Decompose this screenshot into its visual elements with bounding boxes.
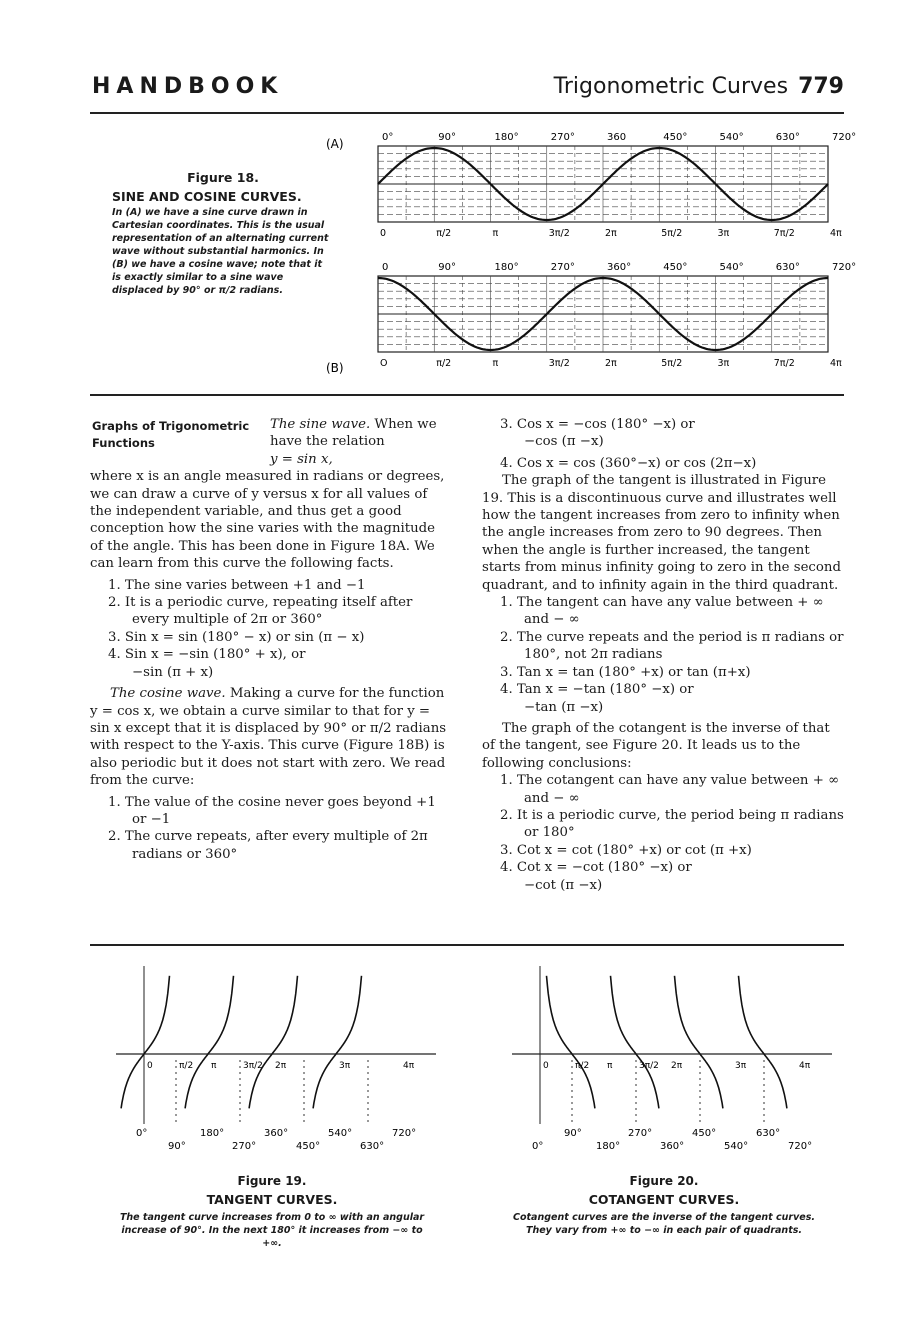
cotangent-paragraph: The graph of the cotangent is the inverse of that of the tangent, see Figure 20. It leads us to the following conclusions:	[482, 720, 830, 771]
sine-degree-label: 360	[607, 132, 627, 143]
figure18-rule	[90, 394, 844, 396]
figure20-caption	[504, 1174, 824, 1237]
cosine-radian-label: 2π	[605, 358, 617, 369]
cosine-degree-label: 180°	[494, 262, 519, 273]
sine-radian-label: 3π	[717, 228, 730, 239]
figure18-title: Figure 18.	[187, 170, 259, 185]
left-column	[90, 416, 450, 863]
degree-label: 0°	[136, 1128, 148, 1139]
radian-label: 3π	[339, 1061, 351, 1071]
tangent-fact-1: 1. The tangent can have any value between + ∞ and − ∞	[500, 595, 824, 628]
figure20-cotangent-graph	[504, 956, 834, 1166]
sine-graph	[378, 132, 856, 239]
sine-intro-title: The sine wave.	[270, 417, 371, 432]
sine-intro-equation: y = sin x,	[270, 451, 333, 467]
cosine-degree-label: 450°	[663, 262, 688, 273]
degree-label: 360°	[264, 1128, 289, 1139]
page-header-right	[554, 74, 844, 99]
running-header: HANDBOOK	[92, 74, 284, 99]
curve-branch	[675, 976, 723, 1109]
cotangent-fact-1: 1. The cotangent can have any value between + ∞ and − ∞	[500, 773, 840, 806]
curve-branch	[185, 976, 233, 1109]
side-heading: Graphs of Trigonometric Functions	[92, 419, 250, 450]
figure20-text: Cotangent curves are the inverse of the tangent curves. They vary from +∞ to −∞ in each pair of quadrants.	[513, 1212, 815, 1236]
cosine-fact-1: 1. The value of the cosine never goes beyond +1 or −1	[108, 794, 436, 827]
cosine-degree-label: 540°	[719, 262, 744, 273]
degree-label: 270°	[628, 1128, 653, 1139]
figure19-caption	[112, 1174, 432, 1250]
sine-radian-label: π/2	[436, 228, 452, 239]
degree-label: 450°	[296, 1141, 321, 1152]
cosine-degree-label: 0	[382, 262, 389, 273]
figure19-tangent-graph	[108, 956, 438, 1166]
cotangent-fact-3: 3. Cot x = cot (180° +x) or cot (π +x)	[500, 842, 752, 858]
sine-radian-label: 4π	[830, 228, 842, 239]
figure18-heading: SINE AND COSINE CURVES.	[112, 189, 302, 204]
radian-label: 0	[147, 1061, 153, 1071]
cosine-radian-label: 7π/2	[773, 358, 795, 369]
radian-label: π/2	[179, 1061, 194, 1071]
figure18-body: In (A) we have a sine curve drawn in Cartesian coordinates. This is the usual representation of an alternating current wave without substantial harmonics. In (B) we have a cosine wave; note that it is exactly similar to a sine wave displaced by 90° or π/2 radians.	[112, 207, 329, 296]
tangent-fact-2: 2. The curve repeats and the period is π radians or 180°, not 2π radians	[500, 629, 844, 663]
cotangent-fact-4: 4. Cot x = −cot (180° −x) or	[500, 860, 692, 876]
radian-label: π	[211, 1061, 217, 1071]
degree-label: 180°	[200, 1128, 225, 1139]
cosine-degree-label: 720°	[832, 262, 857, 273]
sine-degree-label: 180°	[494, 132, 519, 143]
tangent-fact-3: 3. Tan x = tan (180° +x) or tan (π+x)	[500, 664, 751, 680]
sine-fact-4: 4. Sin x = −sin (180° + x), or	[108, 647, 306, 663]
sine-degree-label: 630°	[775, 132, 800, 143]
sine-intro-body: where x is an angle measured in radians or degrees, we can draw a curve of y versus x for all values of the independent variable, and thus get a good conception how the sine varies with the magnitude of the angle. This has been done in Figure 18A. We can learn from this curve the following facts.	[90, 469, 445, 572]
sine-radian-label: 7π/2	[773, 228, 795, 239]
degree-label: 630°	[360, 1141, 385, 1152]
sine-fact-2: 2. It is a periodic curve, repeating itself after every multiple of 2π or 360°	[108, 595, 413, 628]
sine-fact-4-cont: −sin (π + x)	[132, 664, 214, 680]
sine-degree-label: 90°	[438, 132, 456, 143]
degree-label: 720°	[392, 1128, 417, 1139]
degree-label: 0°	[532, 1141, 544, 1152]
cosine-radian-label: O	[380, 358, 388, 369]
cotangent-fact-2: 2. It is a periodic curve, the period being π radians or 180°	[500, 807, 844, 841]
sine-degree-label: 450°	[663, 132, 688, 143]
curve-branch	[121, 976, 169, 1109]
sine-intro-eq-line	[270, 451, 450, 468]
sine-radian-label: 2π	[605, 228, 617, 239]
degree-label: 270°	[232, 1141, 257, 1152]
tangent-fact-4-cont: −tan (π −x)	[524, 699, 604, 715]
sine-degree-label: 0°	[382, 132, 394, 143]
header-rule	[90, 112, 844, 114]
page-number: 779	[798, 74, 844, 99]
cosine-title: The cosine wave.	[110, 686, 226, 702]
degree-label: 450°	[692, 1128, 717, 1139]
radian-label: 3π/2	[243, 1061, 263, 1071]
cosine-text: Making a curve for the function y = cos x, we obtain a curve similar to that for y = sin x except that it is displaced by 90° or π/2 radians with respect to the Y-axis. This curve (Figure 18B) is also periodic but it does not start with zero. We read from the curve:	[90, 686, 447, 789]
figure20-heading: COTANGENT CURVES.	[588, 1192, 740, 1207]
tangent-paragraph: The graph of the tangent is illustrated in Figure 19. This is a discontinuous curve and illustrates well how the tangent increases from zero to infinity when the angle increases from zero to 90 degrees. Then when the angle is further increased, the tangent starts from minus infinity going to zero in the second quadrant, and to infinity again in the third quadrant.	[482, 473, 841, 593]
degree-label: 90°	[168, 1141, 186, 1152]
cosine-paragraph	[90, 685, 450, 789]
sine-degree-label: 540°	[719, 132, 744, 143]
sine-radian-label: π	[492, 228, 499, 239]
sine-radian-label: 0	[380, 228, 387, 239]
figure18-caption	[112, 170, 334, 297]
degree-label: 540°	[328, 1128, 353, 1139]
cosine-degree-label: 360°	[607, 262, 632, 273]
cosine-graph	[378, 262, 856, 369]
figure19-heading: TANGENT CURVES.	[206, 1192, 338, 1207]
cotangent-fact-4-cont: −cot (π −x)	[524, 877, 603, 893]
sine-fact-1: 1. The sine varies between +1 and −1	[108, 577, 366, 593]
cosine-degree-label: 630°	[775, 262, 800, 273]
curve-branch	[611, 976, 659, 1109]
figure18-label-b: (B)	[326, 361, 344, 375]
sine-radian-label: 5π/2	[661, 228, 683, 239]
cos-fact-3: 3. Cos x = −cos (180° −x) or	[500, 417, 695, 432]
radian-label: 2π	[671, 1061, 683, 1071]
degree-label: 630°	[756, 1128, 781, 1139]
cosine-degree-label: 270°	[550, 262, 575, 273]
cosine-radian-label: 5π/2	[661, 358, 683, 369]
radian-label: 4π	[799, 1061, 811, 1071]
curve-branch	[249, 976, 297, 1109]
radian-label: 3π/2	[639, 1061, 659, 1071]
degree-label: 180°	[596, 1141, 621, 1152]
degree-label: 720°	[788, 1141, 813, 1152]
figure18-label-a: (A)	[326, 137, 344, 151]
sine-degree-label: 720°	[832, 132, 857, 143]
cosine-radian-label: 4π	[830, 358, 842, 369]
cosine-radian-label: π/2	[436, 358, 452, 369]
cosine-radian-label: 3π/2	[548, 358, 570, 369]
sine-degree-label: 270°	[550, 132, 575, 143]
degree-label: 360°	[660, 1141, 685, 1152]
cosine-degree-label: 90°	[438, 262, 456, 273]
tangent-fact-4: 4. Tan x = −tan (180° −x) or	[500, 682, 694, 698]
body-rule	[90, 944, 844, 946]
radian-label: 0	[543, 1061, 549, 1071]
cosine-fact-2: 2. The curve repeats, after every multiple of 2π radians or 360°	[108, 829, 428, 862]
degree-label: 540°	[724, 1141, 749, 1152]
sine-intro-rest1: When we have the relation	[270, 417, 437, 450]
radian-label: π	[607, 1061, 613, 1071]
sine-intro-top	[270, 416, 450, 451]
figure19-title: Figure 19.	[237, 1174, 307, 1188]
degree-label: 90°	[564, 1128, 582, 1139]
radian-label: 3π	[735, 1061, 747, 1071]
radian-label: 4π	[403, 1061, 415, 1071]
sine-fact-3: 3. Sin x = sin (180° − x) or sin (π − x)	[108, 629, 365, 645]
right-column	[482, 416, 844, 894]
cosine-radian-label: π	[492, 358, 499, 369]
radian-label: 2π	[275, 1061, 287, 1071]
curve-branch	[313, 976, 361, 1109]
section-title: Trigonometric Curves	[553, 74, 789, 99]
curve-branch	[739, 976, 787, 1109]
cosine-radian-label: 3π	[717, 358, 730, 369]
figure19-text: The tangent curve increases from 0 to ∞ with an angular increase of 90°. In the next 180° it increases from −∞ to +∞.	[119, 1212, 425, 1249]
figure20-title: Figure 20.	[629, 1174, 699, 1188]
curve-branch	[547, 976, 595, 1109]
sine-radian-label: 3π/2	[548, 228, 570, 239]
cos-fact-4: 4. Cos x = cos (360°−x) or cos (2π−x)	[500, 455, 757, 471]
figure18-graphs	[320, 126, 857, 388]
radian-label: π/2	[575, 1061, 590, 1071]
cos-fact-3-cont: −cos (π −x)	[524, 434, 604, 450]
